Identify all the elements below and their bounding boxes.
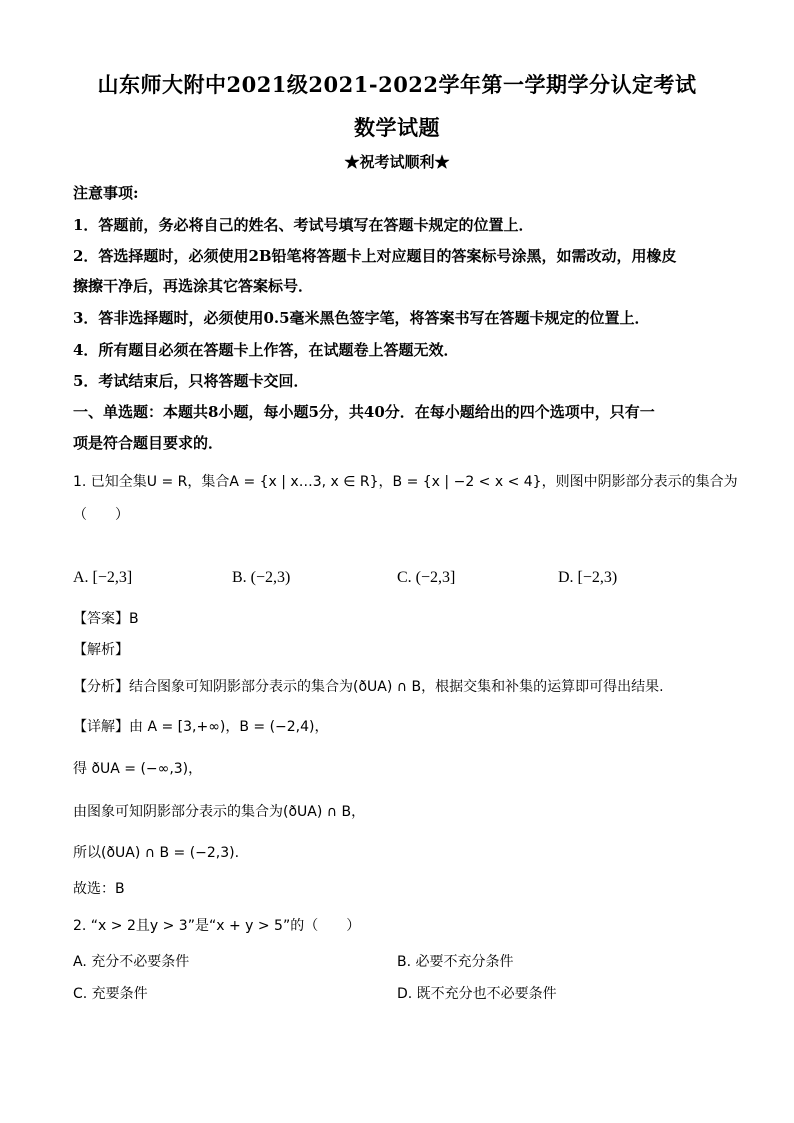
q1-fenxi: 【分析】结合图象可知阴影部分表示的集合为(ðUA) ∩ B，根据交集和补集的运算即可得出结果. bbox=[73, 679, 664, 695]
notice-item-5: 5．考试结束后，只将答题卡交回． bbox=[73, 372, 309, 390]
notice-item-2-line-2: 擦擦干净后，再选涂其它答案标号． bbox=[73, 277, 314, 295]
exam-title: 山东师大附中2021级2021-2022学年第一学期学分认定考试 bbox=[97, 72, 697, 97]
q1-detail-1: 【详解】由 A = [3,+∞)，B = (−2,4)， bbox=[73, 719, 329, 735]
q1-detail-3: 由图象可知阴影部分表示的集合为(ðUA) ∩ B， bbox=[73, 804, 366, 820]
question-1-blank: （ ） bbox=[73, 507, 129, 523]
q1-option-a: A. [−2,3] bbox=[73, 569, 133, 586]
q1-answer: 【答案】B bbox=[73, 611, 139, 627]
section-heading-line-1: 一、单选题：本题共8小题，每小题5分，共40分．在每小题给出的四个选项中，只有一 bbox=[73, 403, 655, 421]
q2-option-b: B. 必要不充分条件 bbox=[397, 954, 514, 970]
q2-option-a: A. 充分不必要条件 bbox=[73, 954, 190, 970]
q1-analysis-heading: 【解析】 bbox=[73, 642, 129, 658]
q1-option-b: B. (−2,3) bbox=[232, 569, 291, 586]
notice-item-4: 4．所有题目必须在答题卡上作答，在试题卷上答题无效． bbox=[73, 341, 459, 359]
q1-option-c: C. (−2,3] bbox=[397, 569, 456, 586]
q1-option-d: D. [−2,3) bbox=[558, 569, 618, 586]
q2-option-d: D. 既不充分也不必要条件 bbox=[397, 986, 557, 1002]
blessing-line: ★祝考试顺利★ bbox=[344, 153, 450, 171]
exam-subtitle: 数学试题 bbox=[354, 115, 440, 140]
question-1-stem: 1. 已知全集U = R，集合A = {x | x…3, x ∈ R}，B = {x | −2 < x < 4}，则图中阴影部分表示的集合为 bbox=[73, 474, 738, 490]
notice-item-2-line-1: 2．答选择题时，必须使用2B铅笔将答题卡上对应题目的答案标号涂黑，如需改动，用橡皮 bbox=[73, 247, 677, 265]
q1-detail-4: 所以(ðUA) ∩ B = (−2,3). bbox=[73, 845, 240, 861]
notice-item-3: 3．答非选择题时，必须使用0.5毫米黑色签字笔，将答案书写在答题卡规定的位置上． bbox=[73, 309, 650, 327]
q1-conclusion: 故选：B bbox=[73, 881, 125, 897]
notice-heading: 注意事项: bbox=[73, 184, 139, 202]
q2-option-c: C. 充要条件 bbox=[73, 986, 148, 1002]
section-heading-line-2: 项是符合题目要求的． bbox=[73, 434, 224, 452]
question-2-stem: 2. “x > 2且y > 3”是“x + y > 5”的（ ） bbox=[73, 918, 361, 934]
notice-item-1: 1．答题前，务必将自己的姓名、考试号填写在答题卡规定的位置上． bbox=[73, 216, 534, 234]
q1-detail-2: 得 ðUA = (−∞,3)， bbox=[73, 761, 203, 777]
